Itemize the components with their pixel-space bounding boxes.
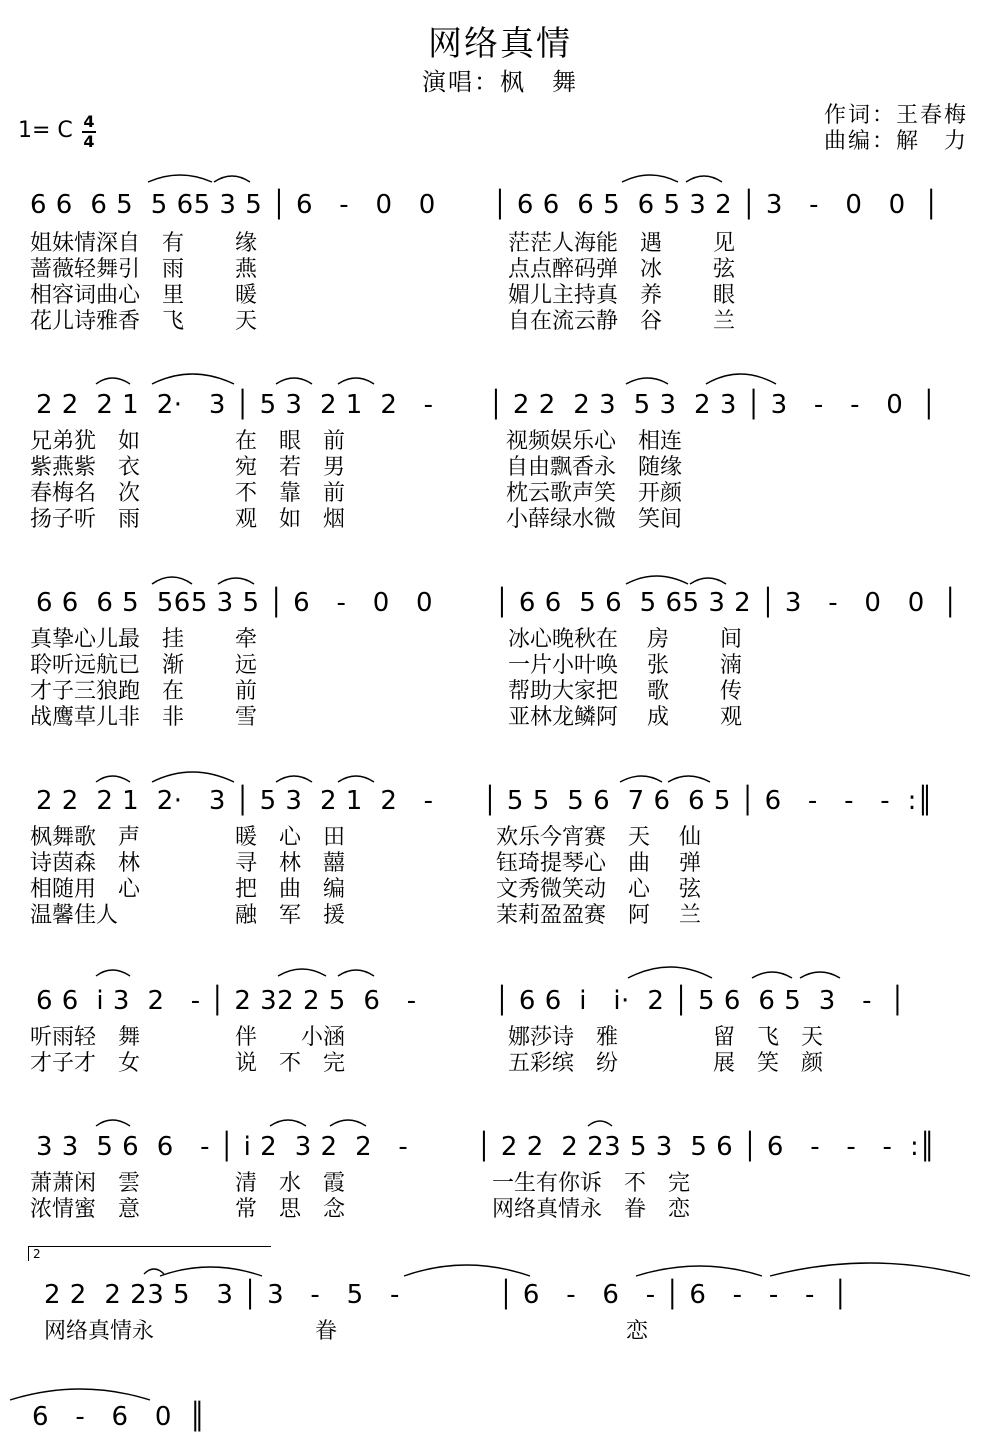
notes-left: 2 2 2 1 2· 3 │ 5 3 2 1 2 - [36,786,434,816]
lyric-line: 自由飘香永 随缘 [506,455,683,480]
lyric-line: 一生有你诉 不 完 [492,1171,691,1196]
slur [330,1120,366,1126]
slur [218,578,254,584]
slur [800,972,840,978]
slur [270,1120,306,1126]
slur [152,577,192,584]
slur [96,1120,130,1126]
lyric-line: 娜莎诗 雅 留 飞 天 [508,1025,823,1050]
volta-bracket [28,1246,271,1261]
lyric-line: 帮助大家把 歌 传 [508,679,742,704]
slur [152,374,234,384]
lyric-line: 茫茫人海能 遇 见 [508,231,735,256]
lyric-line: 文秀微笑动 心 弦 [496,877,701,902]
slur [626,576,688,584]
time-top: 4 [83,112,95,131]
slur [706,374,776,384]
slur [276,776,312,782]
lyric-line: 一片小叶唤 张 湳 [508,653,742,678]
slur [338,970,374,976]
lyric-line: 枕云歌声笑 开颜 [506,481,683,506]
notes-left: 2 2 2 1 2· 3 │ 5 3 2 1 2 - [36,390,434,420]
singer-line: 演唱：枫 舞 [422,68,578,96]
slur [96,970,130,976]
slur [276,378,312,384]
notes-right: │ 2 2 2 23 5 3 5 6 │ 6 - - - :║ [476,1132,936,1162]
notes-left: 6 6 6 5 565 3 5 │ 6 - 0 0 [36,588,434,618]
notes-left: 6 6 6 5 5 65 3 5 │ 6 - 0 0 [30,190,436,220]
arranger-credit: 曲编：解 力 [823,129,968,154]
slur [668,776,710,782]
key-signature: 1= C [18,118,73,143]
lyricist-credit: 作词：王春梅 [823,103,968,128]
notes-right: │ 2 2 2 3 5 3 2 3 │ 3 - - 0 │ [488,390,937,420]
lyric-line: 紫燕紫 衣 宛 若 男 [30,455,345,480]
lyric-line: 扬子听 雨 观 如 烟 [30,507,345,532]
lyric-line: 相容词曲心 里 暖 [30,283,257,308]
song-title: 网络真情 [428,24,572,64]
slur [160,1267,262,1276]
lyric-line: 视频娱乐心 相连 [506,429,683,454]
notes-right: │ 6 6 i i· 2 │ 5 6 6 5 3 - │ [494,986,906,1016]
notes-left: 3 3 5 6 6 - │ i 2 3 2 2 - [36,1132,409,1162]
lyric-line: 春梅名 次 不 靠 前 [30,481,345,506]
lyric-line: 小薛绿水微 笑间 [506,507,683,532]
lyric-line: 五彩缤 纷 展 笑 颜 [508,1051,823,1076]
lyric-line: 茉莉盈盈赛 阿 兰 [496,903,701,928]
slur [770,1263,970,1276]
slur [152,772,234,782]
notes-right: │ 6 - 6 - │ 6 - - - │ [498,1280,849,1310]
notes-left: 6 6 i 3 2 - │ 2 32 2 5 6 - [36,986,417,1016]
lyric-line: 点点醉码弹 冰 弦 [508,257,735,282]
slur [628,967,712,978]
lyric-line: 才子才 女 说 不 完 [30,1051,345,1076]
lyric-line: 媚儿主持真 养 眼 [508,283,735,308]
lyric-line: 冰心晚秋在 房 间 [508,627,742,652]
lyric-line: 温馨佳人 融 军 援 [30,903,345,928]
lyric-line: 姐妹情深自 有 缘 [30,231,257,256]
slur [214,176,250,182]
slur [622,175,678,182]
time-signature [82,114,96,150]
slur [752,972,792,978]
slur [10,1389,150,1400]
lyric-line: 亚林龙鳞阿 成 观 [508,705,742,730]
notes-right: │ 5 5 5 6 7 6 6 5 │ 6 - - - :║ [482,786,934,816]
slur [338,378,374,384]
slur [338,776,374,782]
lyric-line: 战鹰草儿非 非 雪 [30,705,257,730]
volta-number: 2 [33,1247,41,1261]
slur [96,378,130,384]
slur [620,776,662,782]
slur [404,1265,530,1276]
slur [690,578,726,584]
notes-left: 6 - 6 0 ║ [32,1402,206,1432]
time-bottom: 4 [83,132,95,151]
lyric-line: 花儿诗雅香 飞 天 [30,309,257,334]
lyric-line: 相随用 心 把 曲 编 [30,877,345,902]
lyric-line: 才子三狼跑 在 前 [30,679,257,704]
slur [636,1266,762,1276]
lyric-line: 钰琦提琴心 曲 弹 [496,851,701,876]
lyric-line: 兄弟犹 如 在 眼 前 [30,429,345,454]
lyric-line: 自在流云静 谷 兰 [508,309,735,334]
notes-right: │ 6 6 5 6 5 65 3 2 │ 3 - 0 0 │ [494,588,959,618]
notes-left: 2 2 2 23 5 3 │ 3 - 5 - [44,1280,400,1310]
lyric-line: 浓情蜜 意 常 思 念 [30,1197,345,1222]
slur [96,776,130,782]
lyric-line: 萧萧闲 雲 清 水 霞 [30,1171,345,1196]
lyric-line: 真挚心儿最 挂 牵 [30,627,257,652]
slur [588,1121,612,1126]
lyric-line: 欢乐今宵赛 天 仙 [496,825,701,850]
lyric-line: 蔷薇轻舞引 雨 燕 [30,257,257,282]
slur [148,175,212,182]
lyric-line: 诗茵森 林 寻 林 囍 [30,851,345,876]
slur [626,378,668,384]
slur [686,176,722,182]
lyric-line: 网络真情永 眷 [44,1319,337,1344]
lyric-line: 聆听远航已 渐 远 [30,653,257,678]
slur [144,1269,164,1274]
slur [278,969,326,976]
notes-right: │ 6 6 6 5 6 5 3 2 │ 3 - 0 0 │ [492,190,940,220]
lyric-line: 恋 [626,1319,649,1344]
lyric-line: 听雨轻 舞 伴 小涵 [30,1025,345,1050]
lyric-line: 网络真情永 眷 恋 [492,1197,691,1222]
lyric-line: 枫舞歌 声 暖 心 田 [30,825,345,850]
